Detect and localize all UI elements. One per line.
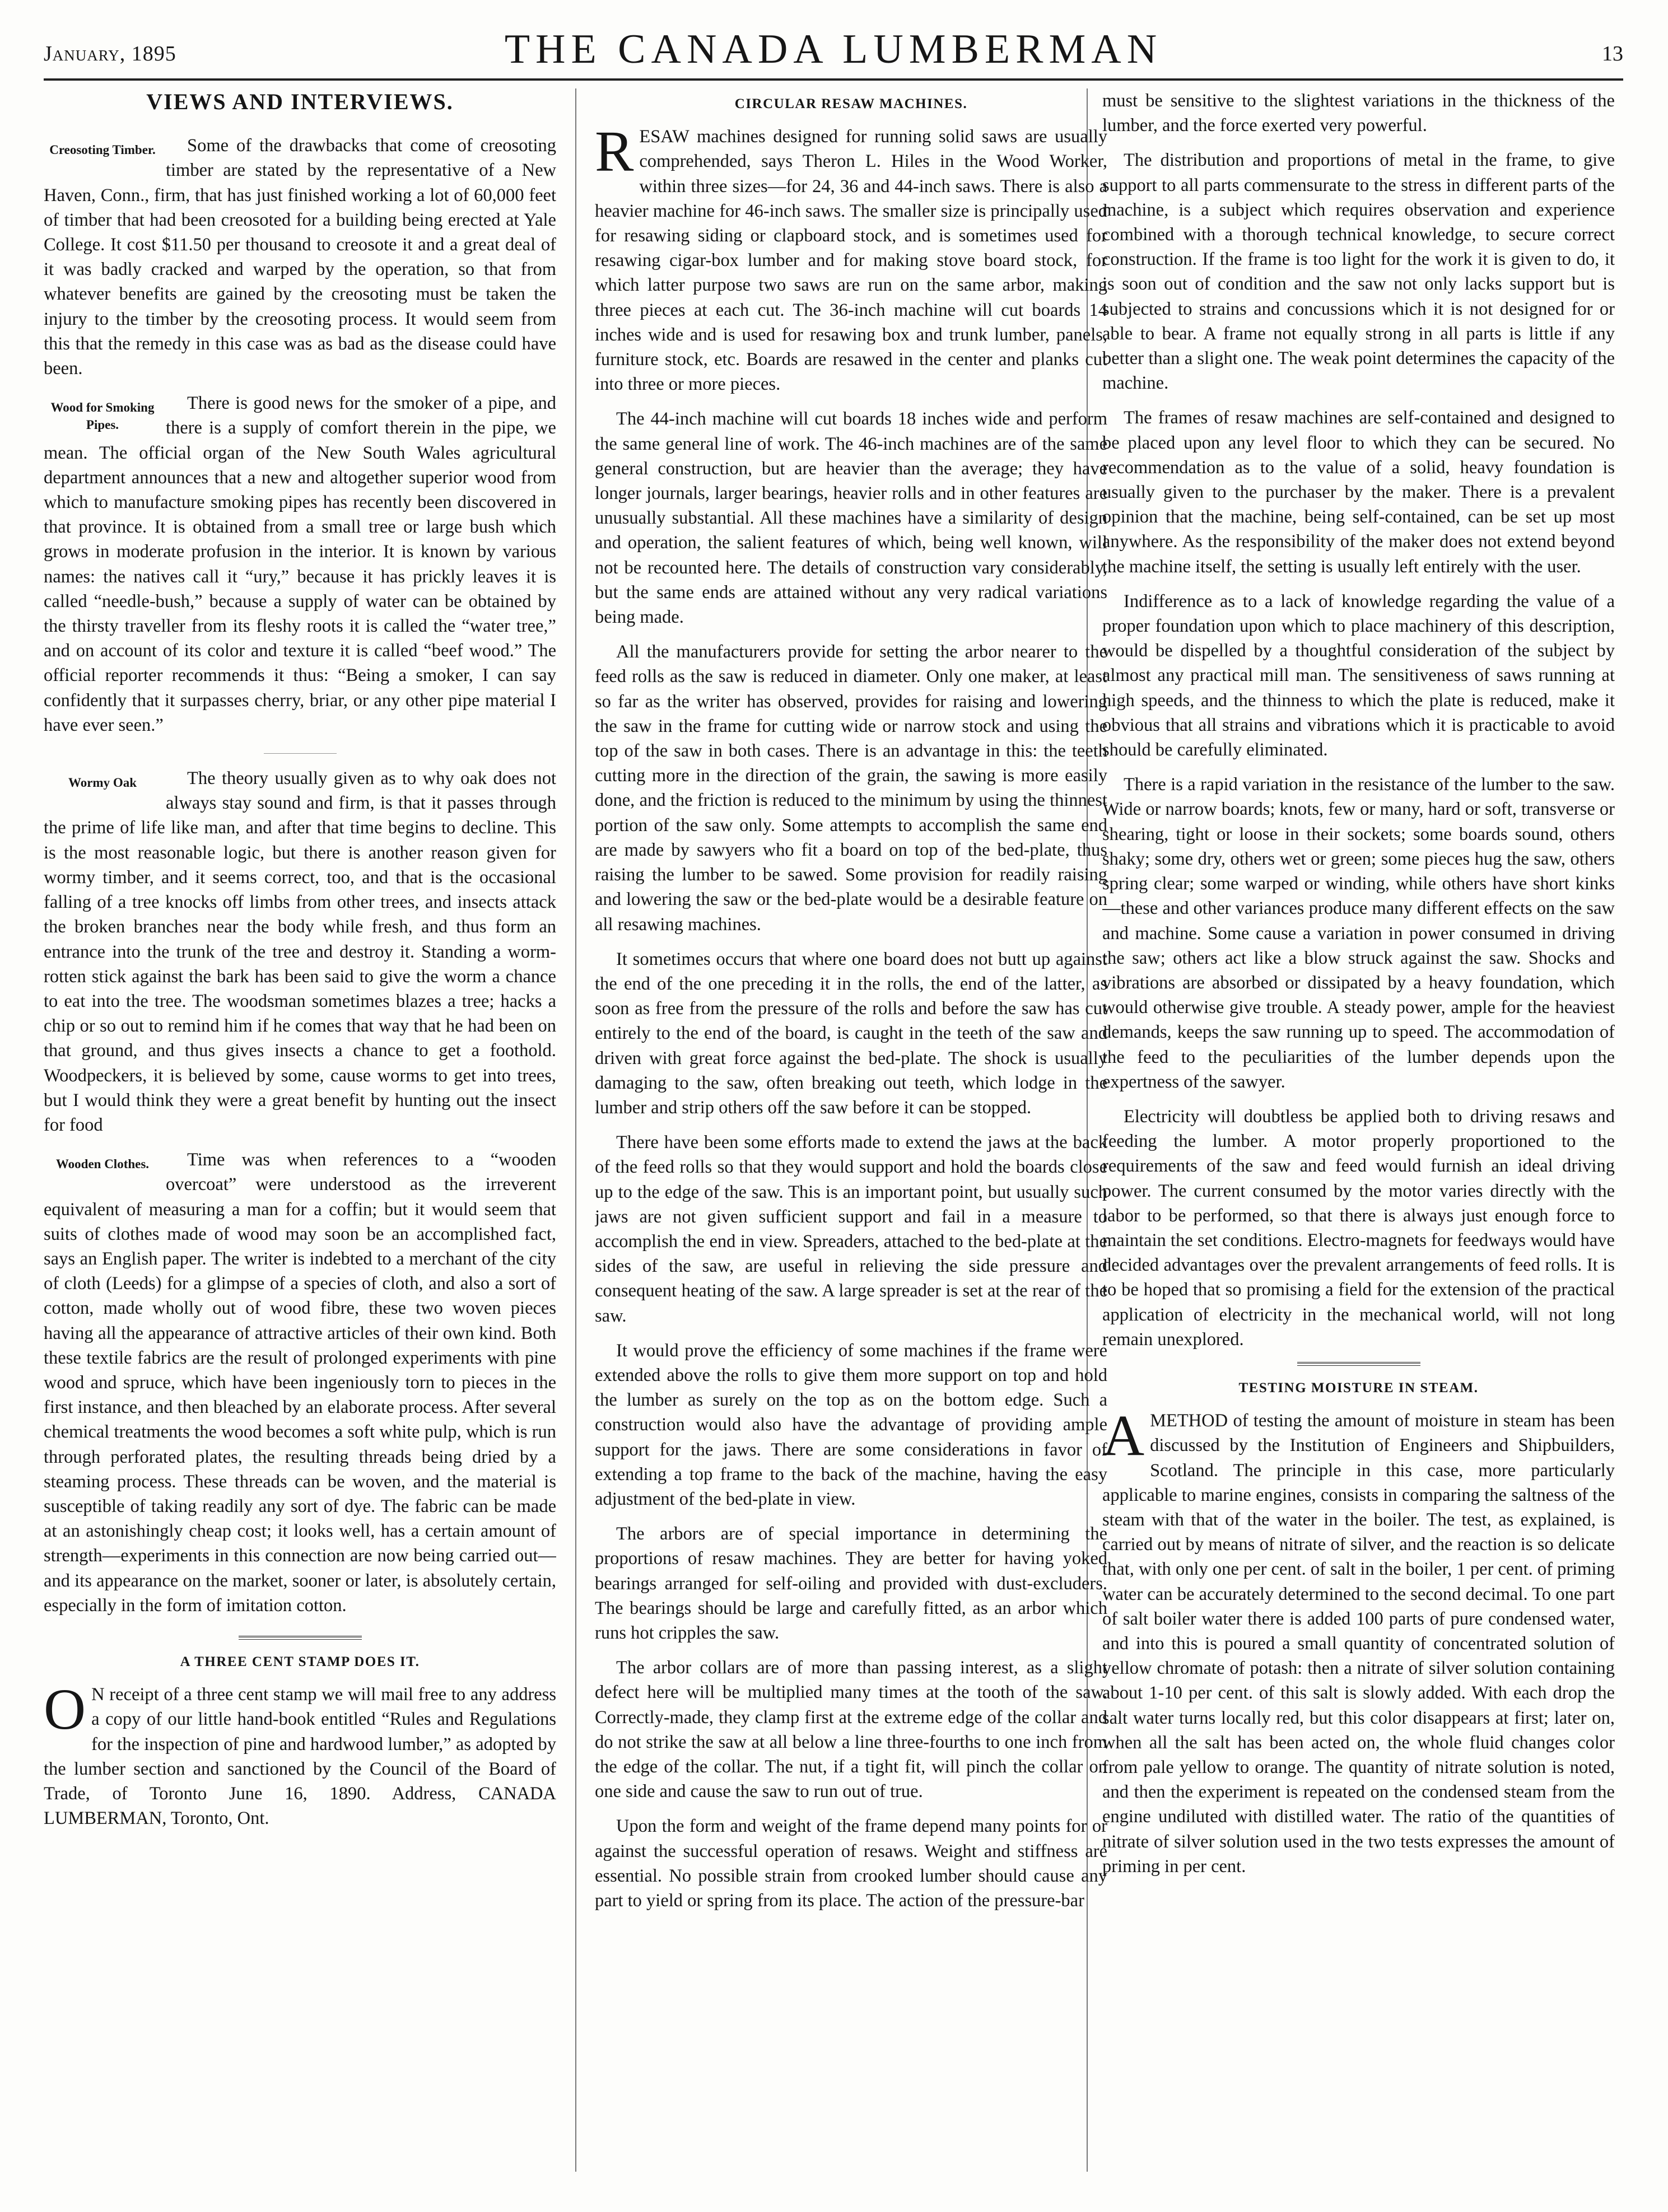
article-moisture — [1102, 1403, 1615, 1879]
masthead — [44, 26, 1623, 76]
article-text: N receipt of a three cent stamp we will mail free to any address a copy of our little hand-book entitled “Rules and Regulations for the inspection of pine and hardwood lumber,” as adopted by the lumber section and sanctioned by the Council of the Board of Trade, of Toronto June 16, 1890. Address, CANADA LUMBERMAN, Toronto, Ont. — [44, 1684, 556, 1829]
drop-cap: A — [1102, 1403, 1145, 1468]
moisture-heading: TESTING MOISTURE IN STEAM. — [1238, 1380, 1479, 1396]
paragraph: Upon the form and weight of the frame depend many points for or against the successful operation of resaws. Weight and stiffness are essential. No possible strain from crooked lumber should cause any part to yield or spring from its place. The action of the pressure-bar — [595, 1816, 1107, 1911]
paragraph: Electricity will doubtless be applied both to driving resaws and feeding the lumber. A motor properly proportioned to the requirements of the saw and feed would furnish an ideal driving power. The current consumed by the motor varies directly with the labor to be performed, so that there is always just enough force to maintain the set conditions. Electro-magnets for feedways would have decided advantages over the prevalent arrangements of feed rolls. It is to be hoped that so promising a field for the extension of the practical application of electricity in the mechanical world, will not long remain unexplored. — [1102, 1106, 1615, 1350]
side-label-wormy-oak: Wormy Oak — [68, 776, 137, 790]
section-divider — [264, 753, 337, 754]
column-separator — [575, 88, 576, 2172]
paragraph: It sometimes occurs that where one board does not butt up against the end of the one preceding it in the rolls, the end of the latter, as soon as free from the pressure of the rolls and before the saw has cut entirely to the end of the board, is caught in the teeth of the saw and driven with great force against the bed-plate. The shock is usually damaging to the saw, often breaking out teeth, which lodge in the lumber and strip others off the saw before it can be stopped. — [595, 949, 1107, 1118]
paragraph: It would prove the efficiency of some machines if the frame were extended above the rolls to give them more support on top and hold the lumber as surely on the top as on the bottom edge. Such a construction would also have the advantage of providing ample support for the jaws. There are some considerations in favor of extending a top frame to the back of the machine, having the easy adjustment of the bed-plate in view. — [595, 1340, 1107, 1509]
issue-date: January, 1895 — [44, 42, 176, 66]
paragraph: Indifference as to a lack of knowledge regarding the value of a proper foundation upon which to place machinery of this description, would be dispelled by a thoughtful consideration of the subject by almost any practical mill man. The sensitiveness of saws running at high speeds, and the thinness to which the plate is reduced, make it obvious that all strains and vibrations which it is practicable to avoid should be carefully eliminated. — [1102, 591, 1615, 760]
article-text: METHOD of testing the amount of moisture in steam has been discussed by the Institution of Engineers and Shipbuilders, Scotland. The principle in this case, more particularly applicable to marine engines, consists in comparing the saltness of the steam with that of the water in the boiler. The test, as explained, is carried out by means of nitrate of silver, and the reaction is so delicate that, with only one per cent. of salt in the boiler, 1 per cent. of priming water can be accurately determined to the second decimal. To one part of salt boiler water there is added 100 parts of pure condensed water, and into this is poured a small quantity of concentrated solution of yellow chromate of potash: then a nitrate of silver solution containing about 1-10 per cent. of this salt is slowly added. With each drop the salt water turns locally red, but this color disappears at first; later on, when all the salt has been acted on, the whole fluid changes color from pale yellow to orange. The quantity of nitrate solution is noted, and then the experiment is repeated on the condensed steam from the engine undiluted with distilled water. The ratio of the quantities of nitrate of silver solution used in the two tests expresses the amount of priming in per cent. — [1102, 1411, 1615, 1877]
stamp-heading: A THREE CENT STAMP DOES IT. — [180, 1654, 420, 1669]
paragraph: All the manufacturers provide for setting the arbor nearer to the feed rolls as the saw is reduced in diameter. Only one maker, at least so far as the writer has observed, provides for raising and lowering the saw in the frame for cutting wide or narrow stock and using the top of the saw in both cases. There is an advantage in this: the teeth cutting more in the direction of the grain, the sawing is more easily done, and the friction is reduced to the minimum by using the thinnest portion of the saw only. Some attempts to accomplish the same end are made by sawyers who fit a board on top of the bed-plate, thus raising the lumber to be sawed. Some provision for readily raising and lowering the saw or the bed-plate would be a desirable feature on all resawing machines. — [595, 642, 1107, 935]
section-rule — [239, 1636, 362, 1640]
article-resaw-intro — [595, 119, 1107, 396]
paragraph: The arbor collars are of more than passing interest, as a slight defect here will be multiplied many times at the tooth of the saw. Correctly-made, they clamp first at the extreme edge of the collar and do not strike the saw at all below a line three-fourths to one inch from the edge of the collar. The nut, if a tight fit, will pinch the collar on one side and cause the saw to run out of true. — [595, 1658, 1107, 1802]
drop-cap: R — [595, 119, 634, 184]
views-heading: VIEWS AND INTERVIEWS. — [146, 89, 454, 114]
side-label-creosoting: Creosoting Timber. — [49, 143, 156, 157]
section-rule — [1297, 1362, 1420, 1366]
article-text: Time was when references to a “wooden overcoat” were understood as the irreverent equivalent of measuring a man for a coffin; but it would seem that suits of clothes made of wood may soon be an accomplished fact, says an English paper. The writer is indebted to a merchant of the city of cloth (Leeds) for a glimpse of a species of cloth, and also a sort of cotton, made wholly out of wood fibre, these two woven pieces having all the appearance of attractive articles of their own kind. Both these textile fabrics are the result of prolonged experiments with pine wood and spruce, which have been ingeniously torn to pieces in the first instance, and then bleached by an elaborate process. After several chemical treatments the wood becomes a soft white pulp, which is run through perforated plates, the resulting threads being dried by a steaming process. These threads can be woven, and the material is susceptible of taking readily any sort of dye. The fabric can be made at an astonishingly cheap cost; it looks well, has a certain amount of strength—experiments in this connection are now being carried out—and its appearance on the market, sooner or later, is absolutely certain, especially in the form of imitation cotton. — [44, 1150, 556, 1616]
paragraph: There is a rapid variation in the resistance of the lumber to the saw. Wide or narrow boards; knots, few or many, hard or soft, transverse or shearing, tight or loose in their sockets; some boards sound, others shaky; some dry, others wet or green; some pieces hug the saw, others spring clear; some warped or winding, while others have short kinks—these and other variances produce many different effects on the saw and machine. Some cause a variation in power consumed in driving the saw; others act like a blow struck against the saw. Shocks and vibrations are absorbed or dissipated by a heavy foundation, which would otherwise give trouble. A steady power, ample for the heaviest demands, keeps the saw running up to speed. The accommodation of the feed to the peculiarities of the lumber depends upon the expertness of the sawyer. — [1102, 774, 1615, 1092]
header-rule — [44, 78, 1623, 81]
article-text: There is good news for the smoker of a pipe, and there is a supply of comfort therein in the pipe, we mean. The official organ of the New South Wales agricultural department announces that a new and altogether superior wood from which to manufacture smoking pipes has recently been discovered in that province. It is obtained from a small tree or large bush which grows in moderate profusion in the interior. It is known by various names: the natives call it “ury,” because it has prickly leaves it is called “needle-bush,” because a supply of water can be obtained by the thirsty traveller from its fleshy roots it is called the “water tree,” and on account of its color and texture it is called “beef wood.” The official reporter recommends it thus: “Being a smoker, I can say confidently that it surpasses cherry, briar, or any other pipe material I have ever seen.” — [44, 393, 556, 735]
page-number: 13 — [1602, 42, 1623, 66]
article-text: Some of the drawbacks that come of creosoting timber are stated by the representative of a New Haven, Conn., firm, that has just finished working a lot of 60,000 feet of timber that had been creosoted for a building being erected at Yale College. It cost $11.50 per thousand to creosote it and a great deal of it was badly cracked and warped by the operation, so that from whatever benefits are gained by the creosoting must be taken the injury to the timber by the creosoting process. It would seem from this that the remedy in this case was as bad as the disease could have been. — [44, 136, 556, 379]
paragraph: There have been some efforts made to extend the jaws at the back of the feed rolls so that they would support and hold the boards close up to the edge of the saw. This is an important point, but usually such jaws are not given sufficient support and fail in a measure to accomplish the end in view. Spreaders, attached to the bed-plate at the sides of the saw, are useful in relieving the side pressure and consequent heating of the saw. A large spreader is set at the rear of the saw. — [595, 1132, 1107, 1326]
side-label-smoking-pipes: Wood for Smoking Pipes. — [50, 400, 155, 432]
paragraph: The distribution and proportions of metal in the frame, to give support to all parts commensurate to the stress in different parts of the machine, is a subject which requires observation and experience combined with a thorough technical knowledge, to secure correct construction. If the frame is too light for the work it is given to do, it is soon out of condition and the saw not only lacks support but is subjected to strains and concussions which it is not designed for or able to bear. A frame not equally strong in all parts is little if any better than a slight one. The weak point determines the capacity of the machine. — [1102, 150, 1615, 394]
article-smoking-pipes — [44, 391, 556, 748]
article-stamp — [44, 1677, 556, 1831]
resaw-heading: CIRCULAR RESAW MACHINES. — [734, 96, 968, 111]
paragraph: The arbors are of special importance in determining the proportions of resaw machines. They are better for having yoked bearings arranged for self-oiling and provided with dust-excluders. The bearings should be large and carefully fitted, as an arbor which runs hot cripples the saw. — [595, 1524, 1107, 1643]
article-text: ESAW machines designed for running solid saws are usually comprehended, says Theron L. Hiles in the Wood Worker, within three sizes—for 24, 36 and 44-inch saws. There is also a heavier machine for 46-inch saws. The smaller size is principally used for resawing siding or clapboard stock, and is sometimes used for resawing cigar-box lumber and for making stove board stock, for which latter purpose two saws are run on the same arbor, making three pieces at each cut. The 36-inch machine will cut boards 14 inches wide and is used for resawing box and trunk lumber, panels, furniture stock, etc. Boards are resawed in the center and planks cut into three or more pieces. — [595, 127, 1107, 395]
paragraph: The 44-inch machine will cut boards 18 inches wide and perform the same general line of work. The 46-inch machines are of the same general construction, but are heavier than the average; they have longer journals, larger bearings, heavier rolls and in other features are unusually substantial. All these machines have a similarity of design and operation, the salient features of which, being well known, will not be recounted here. The details of construction vary considerably, but the same ends are attained without any very radical variations being made. — [595, 409, 1107, 628]
newspaper-title: THE CANADA LUMBERMAN — [504, 26, 1163, 72]
column-1 — [44, 88, 556, 2172]
article-wooden-clothes — [44, 1147, 556, 1628]
column-3 — [1102, 88, 1615, 2172]
drop-cap: O — [44, 1677, 86, 1742]
side-label-wooden-clothes: Wooden Clothes. — [55, 1157, 150, 1172]
article-text: The theory usually given as to why oak does not always stay sound and firm, is that it passes through the prime of life like man, and after that time begins to decline. This is the most reasonable logic, but there is another reason given for wormy timber, and it seems correct, too, and that is the occasional falling of a tree knocks off limbs from other trees, and insects attack the broken branches near the body while fresh, and thus form an entrance into the trunk of the tree and destroy it. Standing a worm-rotten stick against the bark has been said to give the worm a chance to eat into the tree. The woodsman sometimes blazes a tree; hacks a chip or so out to remind him if he comes that way that he had been on that ground, and thus gives insects a chance to get a foothold. Woodpeckers, it is believed by some, cause worms to get into trees, but I would think they were a great benefit by hunting out the insect for food — [44, 768, 556, 1135]
paragraph: must be sensitive to the slightest variations in the thickness of the lumber, and the force exerted very powerful. — [1102, 91, 1615, 136]
paragraph: The frames of resaw machines are self-contained and designed to be placed upon any level floor to which they can be secured. No recommendation as to the value of a solid, heavy foundation is usually given to the purchaser by the maker. There is a prevalent opinion that the machine, being self-contained, can be set up most anywhere. As the responsibility of the maker does not extend beyond the machine itself, the setting is usually left entirely with the user. — [1102, 408, 1615, 577]
article-creosoting — [44, 133, 556, 391]
column-2 — [595, 88, 1107, 2172]
article-wormy-oak — [44, 766, 556, 1147]
